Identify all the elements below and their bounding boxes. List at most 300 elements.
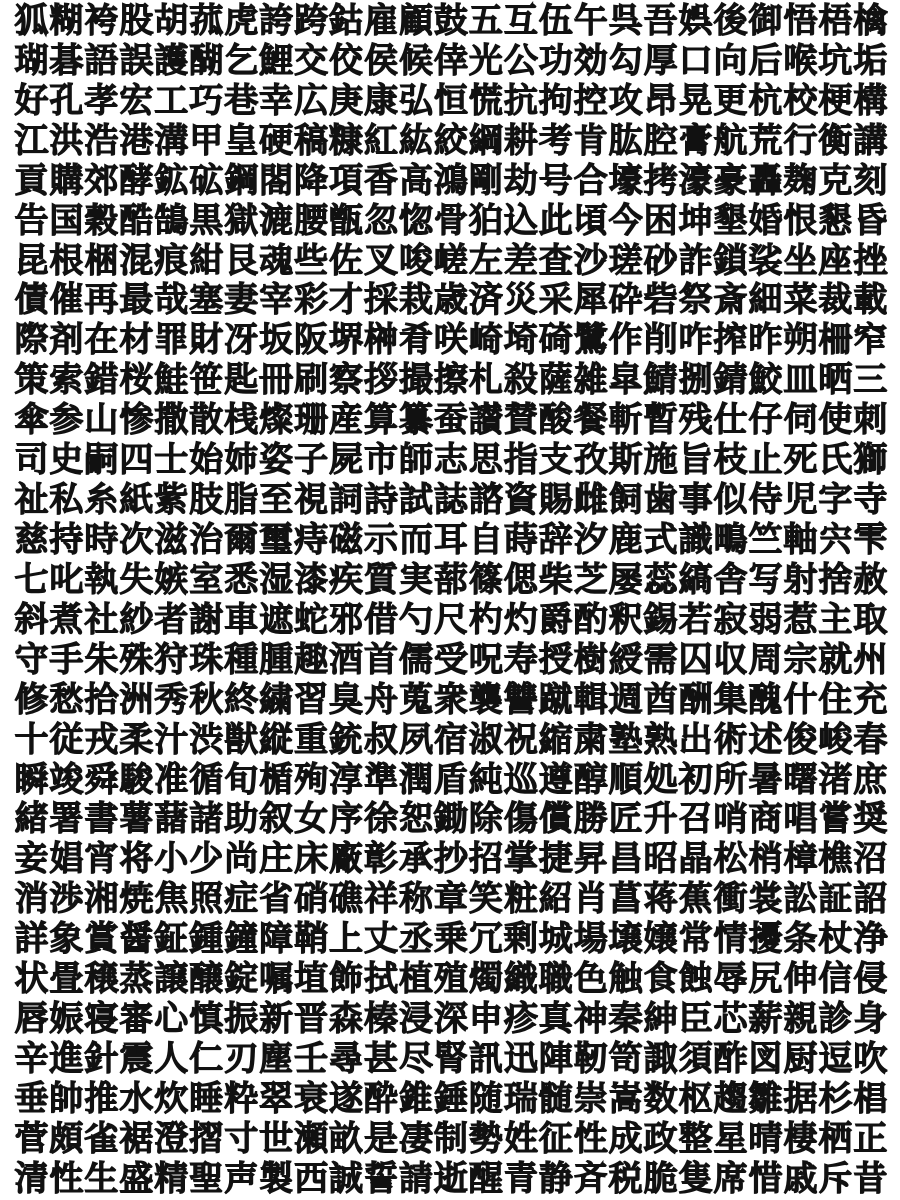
kanji-glyph: 醐 [189, 40, 224, 81]
kanji-glyph: 酵 [119, 160, 154, 201]
kanji-glyph: 傘 [14, 400, 49, 441]
kanji-glyph: 随 [468, 1078, 503, 1119]
kanji-row [14, 361, 888, 399]
kanji-glyph: 城 [538, 919, 573, 960]
kanji-glyph: 珠 [189, 639, 224, 680]
kanji-glyph: 蕉 [678, 879, 713, 920]
kanji-glyph: 懇 [818, 200, 853, 241]
kanji-glyph: 詞 [329, 480, 364, 521]
kanji-glyph: 哉 [154, 280, 189, 321]
kanji-glyph: 衡 [818, 120, 853, 161]
kanji-glyph: 春 [853, 719, 888, 760]
kanji-glyph: 錐 [398, 1078, 433, 1119]
kanji-glyph: 迅 [503, 1038, 538, 1079]
kanji-glyph: 糠 [329, 120, 364, 161]
kanji-glyph: 昨 [748, 320, 783, 361]
kanji-glyph: 磁 [329, 519, 364, 560]
kanji-glyph: 斉 [573, 1158, 608, 1199]
kanji-glyph: 征 [538, 1118, 573, 1159]
kanji-glyph: 終 [224, 679, 259, 720]
kanji-glyph: 宍 [818, 519, 853, 560]
kanji-glyph: 治 [189, 519, 224, 560]
kanji-glyph: 鋼 [224, 160, 259, 201]
kanji-glyph: 震 [119, 1038, 154, 1079]
kanji-glyph: 財 [189, 320, 224, 361]
kanji-glyph: 犀 [573, 280, 608, 321]
kanji-glyph: 渋 [189, 719, 224, 760]
kanji-glyph: 煮 [49, 599, 84, 640]
kanji-glyph: 針 [84, 1038, 119, 1079]
kanji-glyph: 構 [853, 80, 888, 121]
kanji-glyph: 訟 [783, 879, 818, 920]
kanji-glyph: 倖 [433, 40, 468, 81]
kanji-glyph: 胡 [154, 1, 189, 41]
kanji-glyph: 弘 [398, 80, 433, 121]
kanji-glyph: 逝 [433, 1158, 468, 1199]
kanji-glyph: 秦 [608, 999, 643, 1040]
kanji-glyph: 慌 [468, 80, 503, 121]
kanji-glyph: 絞 [433, 120, 468, 161]
kanji-glyph: 水 [119, 1078, 154, 1119]
kanji-glyph: 糸 [84, 480, 119, 521]
kanji-glyph: 硝 [294, 879, 329, 920]
kanji-glyph: 芝 [573, 559, 608, 600]
kanji-glyph: 膏 [678, 120, 713, 161]
kanji-glyph: 寂 [713, 599, 748, 640]
kanji-glyph: 赦 [853, 559, 888, 600]
kanji-glyph: 呪 [468, 639, 503, 680]
kanji-glyph: 痔 [294, 519, 329, 560]
kanji-glyph: 裟 [748, 240, 783, 281]
kanji-glyph: 触 [608, 959, 643, 1000]
kanji-glyph: 詩 [364, 480, 398, 521]
kanji-glyph: 示 [364, 519, 398, 560]
kanji-glyph: 浸 [398, 999, 433, 1040]
kanji-glyph: 修 [14, 679, 49, 720]
kanji-glyph: 叔 [364, 719, 398, 760]
kanji-glyph: 髄 [538, 1078, 573, 1119]
kanji-glyph: 粧 [503, 879, 538, 920]
kanji-glyph: 症 [224, 879, 259, 920]
kanji-row [14, 601, 888, 639]
kanji-glyph: 最 [119, 280, 154, 321]
kanji-glyph: 叙 [259, 799, 294, 840]
kanji-glyph: 疹 [503, 999, 538, 1040]
kanji-glyph: 出 [678, 719, 713, 760]
kanji-glyph: 忽 [364, 200, 398, 241]
kanji-glyph: 枝 [713, 440, 748, 481]
kanji-glyph: 散 [189, 400, 224, 441]
kanji-glyph: 坑 [818, 40, 853, 81]
kanji-glyph: 講 [853, 120, 888, 161]
kanji-glyph: 捷 [538, 839, 573, 880]
kanji-glyph: 市 [364, 440, 398, 481]
kanji-glyph: 策 [14, 360, 49, 401]
kanji-glyph: 鍾 [189, 919, 224, 960]
kanji-glyph: 種 [224, 639, 259, 680]
kanji-glyph: 政 [643, 1118, 678, 1159]
kanji-glyph: 准 [154, 759, 189, 800]
kanji-glyph: 縮 [538, 719, 573, 760]
kanji-glyph: 夙 [398, 719, 433, 760]
kanji-glyph: 糊 [49, 1, 84, 41]
kanji-glyph: 紗 [119, 599, 154, 640]
kanji-glyph: 災 [503, 280, 538, 321]
kanji-glyph: 佐 [329, 240, 364, 281]
kanji-glyph: 図 [748, 1038, 783, 1079]
kanji-glyph: 鯉 [259, 40, 294, 81]
kanji-glyph: 慈 [14, 519, 49, 560]
kanji-glyph: 債 [14, 280, 49, 321]
kanji-glyph: 遵 [538, 759, 573, 800]
kanji-glyph: 根 [49, 240, 84, 281]
kanji-glyph: 新 [259, 999, 294, 1040]
kanji-glyph: 浄 [853, 919, 888, 960]
kanji-row [14, 561, 888, 599]
kanji-glyph: 畝 [329, 1118, 364, 1159]
kanji-glyph: 酢 [713, 1038, 748, 1079]
kanji-glyph: 象 [49, 919, 84, 960]
kanji-glyph: 魂 [259, 240, 294, 281]
kanji-glyph: 擾 [748, 919, 783, 960]
kanji-glyph: 攻 [608, 80, 643, 121]
kanji-glyph: 酌 [573, 599, 608, 640]
kanji-glyph: 吾 [643, 1, 678, 41]
kanji-glyph: 紅 [364, 120, 398, 161]
kanji-glyph: 麹 [783, 160, 818, 201]
kanji-glyph: 紳 [643, 999, 678, 1040]
kanji-glyph: 唱 [783, 799, 818, 840]
kanji-glyph: 耕 [503, 120, 538, 161]
kanji-glyph: 升 [643, 799, 678, 840]
kanji-glyph: 鵠 [154, 200, 189, 241]
kanji-glyph: 採 [364, 280, 398, 321]
kanji-glyph: 艮 [224, 240, 259, 281]
kanji-glyph: 肢 [189, 480, 224, 521]
kanji-glyph: 殺 [503, 360, 538, 401]
kanji-glyph: 親 [783, 999, 818, 1040]
kanji-glyph: 腰 [294, 200, 329, 241]
kanji-glyph: 穣 [84, 959, 119, 1000]
kanji-glyph: 晶 [678, 839, 713, 880]
kanji-glyph: 諮 [468, 480, 503, 521]
kanji-glyph: 悉 [224, 559, 259, 600]
kanji-glyph: 嬢 [643, 919, 678, 960]
kanji-glyph: 骨 [433, 200, 468, 241]
kanji-glyph: 灼 [503, 599, 538, 640]
kanji-glyph: 商 [748, 799, 783, 840]
kanji-glyph: 詳 [14, 919, 49, 960]
kanji-glyph: 奨 [853, 799, 888, 840]
kanji-glyph: 瑳 [608, 240, 643, 281]
kanji-glyph: 恕 [398, 799, 433, 840]
kanji-glyph: 索 [49, 360, 84, 401]
kanji-glyph: 宿 [433, 719, 468, 760]
kanji-glyph: 歳 [433, 280, 468, 321]
kanji-glyph: 残 [678, 400, 713, 441]
kanji-glyph: 持 [49, 519, 84, 560]
kanji-glyph: 壬 [294, 1038, 329, 1079]
kanji-glyph: 獄 [224, 200, 259, 241]
kanji-glyph: 棲 [783, 1118, 818, 1159]
kanji-glyph: 師 [398, 440, 433, 481]
kanji-glyph: 尚 [224, 839, 259, 880]
kanji-glyph: 蒐 [398, 679, 433, 720]
kanji-glyph: 捌 [678, 360, 713, 401]
kanji-glyph: 蛇 [294, 599, 329, 640]
kanji-glyph: 賞 [84, 919, 119, 960]
kanji-glyph: 蕊 [643, 559, 678, 600]
kanji-glyph: 序 [329, 799, 364, 840]
kanji-glyph: 梗 [818, 80, 853, 121]
kanji-glyph: 召 [678, 799, 713, 840]
kanji-glyph: 豪 [713, 160, 748, 201]
kanji-glyph: 鼓 [433, 1, 468, 41]
kanji-glyph: 効 [573, 40, 608, 81]
kanji-glyph: 溝 [154, 120, 189, 161]
kanji-glyph: 七 [14, 559, 49, 600]
kanji-row [14, 2, 888, 40]
kanji-glyph: 昇 [573, 839, 608, 880]
kanji-glyph: 受 [433, 639, 468, 680]
kanji-glyph: 紙 [119, 480, 154, 521]
kanji-glyph: 裾 [119, 1118, 154, 1159]
kanji-glyph: 助 [224, 799, 259, 840]
kanji-glyph: 祉 [14, 480, 49, 521]
kanji-glyph: 唇 [14, 999, 49, 1040]
kanji-glyph: 誠 [329, 1158, 364, 1199]
kanji-glyph: 杖 [818, 919, 853, 960]
kanji-glyph: 剰 [503, 919, 538, 960]
kanji-glyph: 獅 [853, 440, 888, 481]
kanji-glyph: 梢 [748, 839, 783, 880]
kanji-glyph: 招 [468, 839, 503, 880]
kanji-glyph: 充 [853, 679, 888, 720]
kanji-glyph: 思 [468, 440, 503, 481]
kanji-glyph: 衰 [294, 1078, 329, 1119]
kanji-glyph: 女 [294, 799, 329, 840]
kanji-glyph: 狩 [154, 639, 189, 680]
kanji-glyph: 侯 [364, 40, 398, 81]
kanji-glyph: 蒔 [503, 519, 538, 560]
kanji-glyph: 碕 [538, 320, 573, 361]
kanji-glyph: 室 [189, 559, 224, 600]
kanji-glyph: 仔 [748, 400, 783, 441]
kanji-glyph: 叉 [364, 240, 398, 281]
kanji-glyph: 壕 [608, 160, 643, 201]
kanji-glyph: 刺 [853, 400, 888, 441]
kanji-glyph: 済 [468, 280, 503, 321]
kanji-glyph: 塾 [608, 719, 643, 760]
kanji-glyph: 孜 [573, 440, 608, 481]
kanji-glyph: 侵 [853, 959, 888, 1000]
kanji-glyph: 菅 [14, 1118, 49, 1159]
kanji-glyph: 錫 [643, 599, 678, 640]
kanji-glyph: 剛 [468, 160, 503, 201]
kanji-glyph: 璽 [259, 519, 294, 560]
kanji-row [14, 122, 888, 160]
kanji-glyph: 宵 [84, 839, 119, 880]
kanji-glyph: 志 [433, 440, 468, 481]
kanji-glyph: 左 [468, 240, 503, 281]
kanji-glyph: 竣 [49, 759, 84, 800]
kanji-glyph: 合 [573, 160, 608, 201]
kanji-glyph: 祭 [678, 280, 713, 321]
kanji-glyph: 戚 [783, 1158, 818, 1199]
kanji-glyph: 睡 [189, 1078, 224, 1119]
kanji-glyph: 顧 [398, 1, 433, 41]
kanji-glyph: 芯 [713, 999, 748, 1040]
kanji-glyph: 凄 [398, 1118, 433, 1159]
kanji-glyph: 私 [49, 480, 84, 521]
kanji-glyph: 首 [364, 639, 398, 680]
kanji-glyph: 腎 [433, 1038, 468, 1079]
kanji-row [14, 641, 888, 679]
kanji-glyph: 税 [608, 1158, 643, 1199]
kanji-glyph: 釈 [608, 599, 643, 640]
kanji-glyph: 臭 [329, 679, 364, 720]
kanji-glyph: 柴 [538, 559, 573, 600]
kanji-glyph: 桟 [224, 400, 259, 441]
kanji-glyph: 舟 [364, 679, 398, 720]
kanji-glyph: 鉦 [154, 919, 189, 960]
kanji-glyph: 場 [573, 919, 608, 960]
kanji-glyph: 孝 [84, 80, 119, 121]
kanji-row [14, 1000, 888, 1038]
kanji-glyph: 拶 [364, 360, 398, 401]
kanji-glyph: 榊 [364, 320, 398, 361]
kanji-glyph: 姉 [224, 440, 259, 481]
kanji-glyph: 巧 [189, 80, 224, 121]
kanji-glyph: 冊 [259, 360, 294, 401]
kanji-glyph: 誇 [259, 1, 294, 41]
kanji-row [14, 1160, 888, 1198]
kanji-glyph: 厚 [643, 40, 678, 81]
kanji-glyph: 従 [49, 719, 84, 760]
kanji-glyph: 鷺 [573, 320, 608, 361]
kanji-glyph: 診 [818, 999, 853, 1040]
kanji-glyph: 妻 [224, 280, 259, 321]
kanji-glyph: 丞 [398, 919, 433, 960]
kanji-glyph: 勺 [398, 599, 433, 640]
kanji-glyph: 飾 [329, 959, 364, 1000]
kanji-glyph: 鮫 [748, 360, 783, 401]
kanji-glyph: 昌 [608, 839, 643, 880]
kanji-glyph: 再 [84, 280, 119, 321]
kanji-glyph: 紺 [189, 240, 224, 281]
kanji-glyph: 児 [783, 480, 818, 521]
kanji-glyph: 裳 [748, 879, 783, 920]
kanji-glyph: 成 [608, 1118, 643, 1159]
kanji-glyph: 産 [329, 400, 364, 441]
kanji-glyph: 趨 [713, 1078, 748, 1119]
kanji-glyph: 皇 [224, 120, 259, 161]
kanji-glyph: 鹿 [608, 519, 643, 560]
kanji-row [14, 321, 888, 359]
kanji-glyph: 薯 [119, 799, 154, 840]
kanji-glyph: 省 [259, 879, 294, 920]
kanji-glyph: 習 [294, 679, 329, 720]
kanji-glyph: 処 [643, 759, 678, 800]
kanji-glyph: 主 [818, 599, 853, 640]
kanji-glyph: 証 [818, 879, 853, 920]
kanji-glyph: 咲 [433, 320, 468, 361]
kanji-glyph: 匠 [608, 799, 643, 840]
kanji-glyph: 竺 [748, 519, 783, 560]
kanji-glyph: 旬 [224, 759, 259, 800]
kanji-glyph: 醜 [748, 679, 783, 720]
kanji-glyph: 今 [608, 200, 643, 241]
kanji-glyph: 刷 [294, 360, 329, 401]
kanji-glyph: 降 [294, 160, 329, 201]
kanji-glyph: 鉱 [154, 160, 189, 201]
kanji-glyph: 戎 [84, 719, 119, 760]
kanji-glyph: 剤 [49, 320, 84, 361]
kanji-glyph: 洪 [49, 120, 84, 161]
kanji-glyph: 心 [154, 999, 189, 1040]
kanji-glyph: 漉 [259, 200, 294, 241]
kanji-glyph: 上 [329, 919, 364, 960]
kanji-glyph: 蔀 [433, 559, 468, 600]
kanji-glyph: 湿 [259, 559, 294, 600]
kanji-glyph: 薩 [538, 360, 573, 401]
kanji-glyph: 載 [853, 280, 888, 321]
kanji-row [14, 681, 888, 719]
kanji-glyph: 淑 [468, 719, 503, 760]
kanji-glyph: 仁 [189, 1038, 224, 1079]
kanji-glyph: 鴫 [713, 519, 748, 560]
kanji-glyph: 殊 [119, 639, 154, 680]
kanji-glyph: 殉 [294, 759, 329, 800]
kanji-glyph: 償 [538, 799, 573, 840]
kanji-glyph: 肴 [398, 320, 433, 361]
kanji-glyph: 執 [84, 559, 119, 600]
kanji-glyph: 候 [398, 40, 433, 81]
kanji-glyph: 悟 [783, 1, 818, 41]
kanji-glyph: 后 [748, 40, 783, 81]
kanji-glyph: 拭 [364, 959, 398, 1000]
kanji-glyph: 姿 [259, 440, 294, 481]
kanji-glyph: 射 [783, 559, 818, 600]
kanji-glyph: 叱 [49, 559, 84, 600]
kanji-glyph: 勢 [468, 1118, 503, 1159]
kanji-glyph: 香 [364, 160, 398, 201]
kanji-glyph: 埴 [294, 959, 329, 1000]
kanji-glyph: 樵 [818, 839, 853, 880]
kanji-glyph: 繍 [259, 679, 294, 720]
kanji-glyph: 熟 [643, 719, 678, 760]
kanji-glyph: 鴻 [433, 160, 468, 201]
kanji-glyph: 惜 [748, 1158, 783, 1199]
kanji-glyph: 式 [643, 519, 678, 560]
kanji-glyph: 世 [259, 1118, 294, 1159]
kanji-glyph: 実 [398, 559, 433, 600]
kanji-glyph: 飼 [608, 480, 643, 521]
kanji-glyph: 綬 [608, 639, 643, 680]
kanji-glyph: 惚 [398, 200, 433, 241]
kanji-glyph: 而 [398, 519, 433, 560]
kanji-glyph: 士 [154, 440, 189, 481]
kanji-glyph: 鈷 [329, 1, 364, 41]
kanji-glyph: 壌 [608, 919, 643, 960]
kanji-glyph: 松 [713, 839, 748, 880]
kanji-row [14, 42, 888, 80]
kanji-glyph: 坂 [259, 320, 294, 361]
kanji-glyph: 西 [294, 1158, 329, 1199]
kanji-glyph: 疾 [329, 559, 364, 600]
kanji-glyph: 静 [538, 1158, 573, 1199]
kanji-glyph: 申 [468, 999, 503, 1040]
